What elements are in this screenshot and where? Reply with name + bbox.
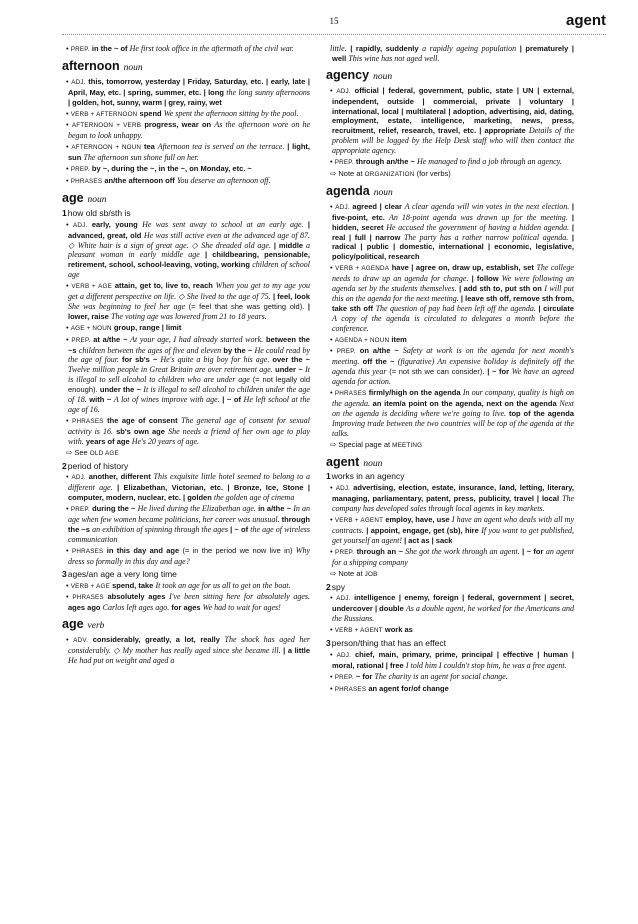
collocation-paragraph: • ADJ. advertising, election, estate, insurance, land, letting, literary, managing, parliamentary, patent, press, publicity, travel | local The company has developed sales through local agents in key markets.: [330, 483, 574, 514]
collocation-paragraph: • VERB + AFTERNOON spend We spent the afternoon sitting by the pool.: [66, 108, 299, 118]
collocation-paragraph: • PREP. through an/the ~ He managed to find a job through an agency.: [330, 157, 562, 167]
collocation-paragraph: • PHRASES an/the afternoon off You deserve an afternoon off.: [66, 175, 271, 185]
sense-heading: [62, 209, 310, 219]
collocation-paragraph: • VERB + AGE attain, get to, live to, reach When you get to my age you get a different perspective on life. ◇ She lived to the age of 75. | feel, look She was beginning to feel her age (= feel that she was getting old). | lower, raise The voting age was lowered from 21 to 18 years.: [66, 281, 310, 321]
collocation-paragraph: • PREP. in the ~ of He first took office in the aftermath of the civil war.: [66, 44, 294, 53]
collocation-paragraph: • ADJ. intelligence | enemy, foreign | federal, government | secret, undercover | double As a double agent, he worked for the Americans and the Russians.: [330, 593, 575, 624]
headword-entry: [326, 454, 574, 470]
collocation-paragraph: • VERB + AGENDA have | agree on, draw up, establish, set The college needs to draw up an agenda for change. | follow We were following an agenda set by the students themselves. | add sth to, put sth on I will put this on the agenda for the next meeting. | leave sth off, remove sth from, take sth off The question of pay had been left off the agenda. | circulate A copy of the agenda is circulated to delegates a month before the conference.: [330, 263, 574, 333]
part-of-speech: verb: [87, 621, 105, 632]
collocation-paragraph: • PHRASES an agent for/of change: [330, 683, 449, 693]
headword: age: [62, 190, 84, 205]
sense-number: 1: [326, 471, 331, 482]
sense-definition: period of history: [67, 460, 129, 471]
guide-word: agent: [565, 12, 606, 29]
sense-definition: spy: [331, 581, 345, 592]
headword-entry: [62, 58, 310, 74]
collocation-paragraph: • AFTERNOON + VERB progress, wear on As the afternoon wore on he began to look unhappy.: [66, 120, 311, 141]
sense-heading: [326, 472, 574, 482]
sense-number: 1: [62, 207, 67, 218]
collocation-paragraph: • PREP. on a/the ~ Safety at work is on the agenda for next month's meeting. off the ~ (figurative) An expensive holiday is definitely off the agenda this year (= not sth we can consider). | ~ for We have an agreed agenda for action.: [330, 346, 575, 387]
sense-heading: [62, 570, 310, 580]
cross-reference-note: ⇨ Note at JOB: [330, 568, 378, 578]
cross-reference-note: ⇨ Note at ORGANIZATION (for verbs): [330, 168, 451, 178]
collocation-paragraph: • PHRASES firmly/high on the agenda In our company, quality is high on the agenda. an item/a point on the agenda, next on the agenda Next on the agenda is deciding where we're going to live. top of the agenda Improving trade between the two countries will be top of the agenda at the talks.: [330, 388, 575, 438]
collocation-paragraph: • VERB + AGE spend, take It took an age for us all to get on the boat.: [66, 580, 291, 590]
collocation-paragraph: • PREP. during the ~ He lived during the Elizabethan age. in a/the ~ In an age when few women became politicians, her career was unusual. through the ~s an exhibition of spinning through the ages | ~ of the age of wireless communication: [66, 504, 310, 544]
headword: agent: [326, 454, 360, 469]
collocation-paragraph: • AFTERNOON + NOUN tea Afternoon tea is served on the terrace. | light, sun The afternoon sun shone full on her.: [66, 142, 311, 163]
cross-reference-note: ⇨ See OLD AGE: [66, 447, 119, 457]
sense-number: 3: [62, 568, 67, 579]
sense-number: 3: [326, 638, 331, 649]
collocation-paragraph: • ADJ. this, tomorrow, yesterday | Friday, Saturday, etc. | early, late | April, May, etc. | spring, summer, etc. | long the long sunny afternoons | golden, hot, sunny, warm | grey, rainy, wet: [66, 76, 310, 107]
part-of-speech: noun: [123, 62, 143, 73]
headword: age: [62, 617, 84, 632]
sense-heading: [326, 583, 574, 593]
right-column: [326, 44, 574, 696]
collocation-paragraph: • VERB + AGENT work as: [330, 625, 413, 635]
headword: afternoon: [62, 58, 120, 73]
collocation-paragraph: • PREP. ~ for The charity is an agent for social change.: [330, 671, 508, 681]
headword: agency: [326, 67, 370, 82]
collocation-paragraph: • PHRASES in this day and age (= in the period we now live in) Why dress so formally in this day and age?: [66, 545, 310, 566]
sense-number: 2: [326, 581, 331, 592]
collocation-paragraph: • AGE + NOUN group, range | limit: [66, 322, 182, 332]
sense-definition: how old sb/sth is: [67, 207, 131, 218]
headword-entry: [62, 617, 310, 632]
headword: agenda: [326, 183, 370, 198]
sense-number: 2: [62, 460, 67, 471]
sense-definition: works in an agency: [331, 471, 405, 482]
sense-definition: ages/an age a very long time: [67, 568, 177, 579]
collocation-paragraph: • VERB + AGENT employ, have, use I have an agent who deals with all my contracts. | appoint, engage, get (sb), hire If you want to get published, get yourself an agent! | act as | sack: [330, 515, 575, 545]
collocation-paragraph: little. | rapidly, suddenly a rapidly ageing population | prematurely | well This wine has not aged well.: [330, 44, 574, 63]
part-of-speech: noun: [373, 71, 393, 82]
collocation-paragraph: • PHRASES the age of consent The general age of consent for sexual activity is 16. sb's own age She needs a friend of her own age to play with. years of age He's 20 years of age.: [66, 415, 311, 446]
page-header: [62, 12, 606, 35]
left-column: [62, 44, 310, 667]
collocation-paragraph: • ADJ. official | federal, government, public, state | UN | external, independent, outside | commercial, private | voluntary | international, local | multilateral | adoption, advertising, aid, dating, employment, estate, intelligence, marketing, news, press, recruitment, relief, research, travel, etc. | appropriate Details of the problem will be logged by the Help Desk staff who will then contact the appropriate agency.: [330, 85, 574, 156]
sense-heading: [62, 462, 310, 472]
part-of-speech: noun: [373, 187, 393, 198]
collocation-paragraph: • ADJ. chief, main, primary, prime, principal | effective | human | moral, rational | free I told him I couldn't stop him, he was a free agent.: [330, 649, 574, 670]
collocation-paragraph: • ADV. considerably, greatly, a lot, really The shock has aged her considerably. ◇ My mother has really aged since she became ill. | a little He had put on weight and aged a: [66, 635, 310, 665]
sense-heading: [326, 639, 574, 649]
collocation-paragraph: • ADJ. another, different This exquisite little hotel seemed to belong to a different age. | Elizabethan, Victorian, etc. | Bronze, Ice, Stone | computer, modern, nuclear, etc. | golden the golden age of cinema: [66, 472, 310, 503]
collocation-paragraph: • PREP. at a/the ~ At your age, I had already started work. between the ~s children between the ages of five and eleven by the ~ He could read by the age of four. for sb's ~ He's quite a big boy for his age. over the ~ Twelve million people in Great Britain are over retirement age. under ~ It is illegal to sell alcohol to children who are under age (= not legally old enough). under the ~ It is illegal to sell alcohol to children under the age of 18. with ~ A lot of wines improve with age. | ~ of He left school at the age of 16.: [66, 334, 311, 414]
part-of-speech: noun: [363, 458, 383, 469]
page-number: 15: [329, 16, 339, 26]
collocation-paragraph: • PREP. through an ~ She got the work through an agent. | ~ for an agent for a shipping company: [330, 546, 574, 567]
collocation-paragraph: • AGENDA + NOUN item: [330, 334, 407, 344]
cross-reference-note: ⇨ Special page at MEETING: [330, 439, 423, 449]
headword-entry: [326, 67, 574, 83]
headword-entry: [62, 190, 310, 206]
sense-definition: person/thing that has an effect: [331, 638, 446, 649]
part-of-speech: noun: [87, 194, 107, 205]
collocation-paragraph: • ADJ. early, young He was sent away to school at an early age. | advanced, great, old He was still active even at the advanced age of 87. ◇ White hair is a sign of great age. ◇ She dreaded old age. | middle a pleasant woman in early middle age | childbearing, pensionable, retirement, school, school-leaving, voting, working children of school age: [66, 219, 311, 280]
collocation-paragraph: • ADJ. agreed | clear A clear agenda will win votes in the next election. | five-point, etc. An 18-point agenda was drawn up for the meeting. | hidden, secret He accused the government of having a hidden agenda. | real | full | narrow The party has a rather narrow political agenda. | radical | public | domestic, international | economic, legislative, policy/political, research: [330, 201, 574, 262]
collocation-paragraph: • PREP. by ~, during the ~, in the ~, on Monday, etc. ~: [66, 164, 252, 174]
headword-entry: [326, 183, 574, 199]
collocation-paragraph: • PHRASES absolutely ages I've been sitting here for absolutely ages. ages ago Carlos left ages ago. for ages We had to wait for ages!: [66, 592, 310, 613]
